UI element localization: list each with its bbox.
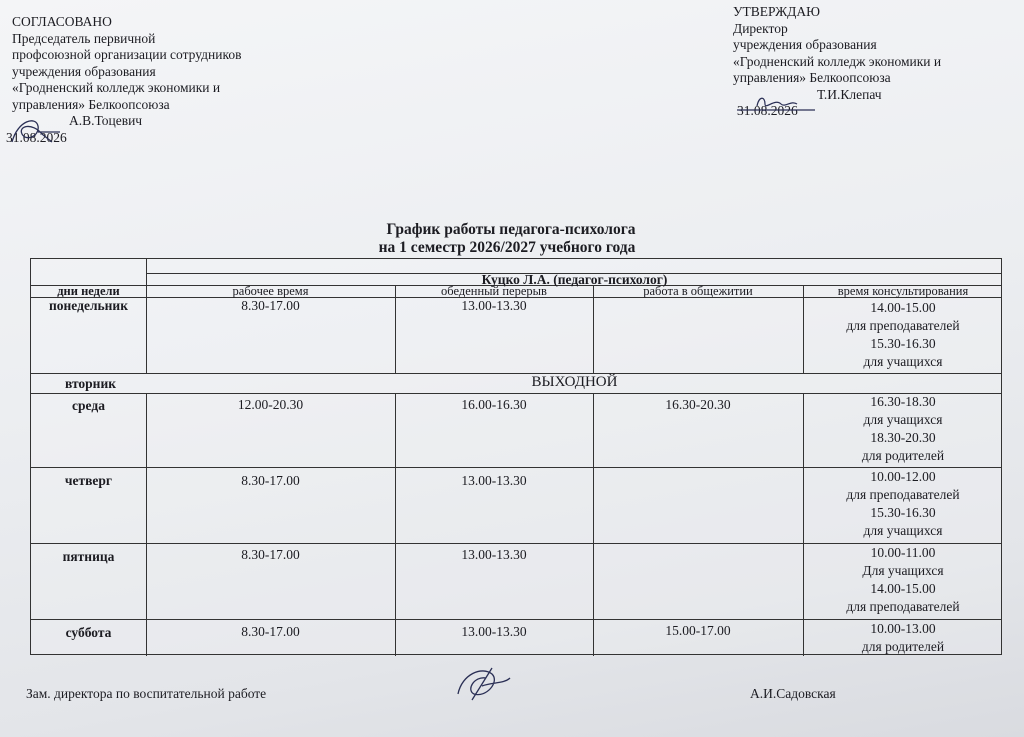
day-cell: четверг	[64, 473, 113, 488]
col-header-lunch: обеденный перерыв	[441, 284, 547, 298]
person-header: Куцко Л.А. (педагог-психолог)	[481, 272, 668, 287]
col-header-work-time: рабочее время	[232, 284, 309, 298]
approved-signature	[735, 92, 817, 114]
footer-name: А.И.Садовская	[750, 686, 836, 701]
document-title: График работы педагога-психолога	[386, 221, 636, 238]
work-time-cell: 8.30-17.00	[241, 547, 300, 562]
approved-line: «Гродненский колледж экономики и	[733, 53, 942, 69]
approved-name: Т.И.Клепач	[817, 86, 882, 102]
agreed-signature	[8, 112, 68, 152]
agreed-line: управления» Белкоопсоюза	[12, 96, 170, 112]
work-time-cell: 8.30-17.00	[241, 298, 300, 313]
footer-position: Зам. директора по воспитательной работе	[26, 686, 267, 701]
day-cell: понедельник	[49, 298, 128, 313]
agreed-date: 31.08.2026	[6, 129, 67, 145]
schedule-table	[30, 258, 1002, 655]
day-cell: пятница	[62, 549, 115, 564]
consult-cell: 10.00-11.00 Для учащихся 14.00-15.00 для преподавателей	[846, 545, 960, 614]
agreed-heading: СОГЛАСОВАНО	[12, 14, 112, 29]
agreed-line: «Гродненский колледж экономики и	[12, 80, 221, 95]
lunch-cell: 13.00-13.30	[461, 547, 527, 562]
approved-line: Директор	[733, 20, 788, 36]
lunch-cell: 16.00-16.30	[461, 397, 527, 412]
col-header-day: дни недели	[57, 284, 120, 298]
approved-line: учреждения образования	[733, 37, 877, 52]
day-cell: вторник	[65, 376, 117, 391]
approved-heading: УТВЕРЖДАЮ	[733, 4, 821, 19]
footer-signature	[452, 664, 516, 704]
lunch-cell: 13.00-13.30	[461, 473, 527, 488]
consult-cell: 10.00-13.00 для родителей	[861, 621, 945, 654]
day-off-label: ВЫХОДНОЙ	[531, 374, 618, 390]
day-cell: суббота	[65, 625, 112, 640]
consult-cell: 10.00-12.00 для преподавателей 15.30-16.30 для учащихся	[846, 469, 960, 538]
consult-cell: 14.00-15.00 для преподавателей 15.30-16.30 для учащихся	[846, 300, 960, 369]
col-header-consult: время консультирования	[837, 284, 969, 298]
approved-line: управления» Белкоопсоюза	[733, 70, 891, 85]
work-time-cell: 8.30-17.00	[241, 473, 300, 488]
consult-cell: 16.30-18.30 для учащихся 18.30-20.30 для родителей	[861, 394, 945, 463]
work-time-cell: 12.00-20.30	[237, 397, 304, 412]
agreed-line: учреждения образования	[12, 63, 156, 79]
agreed-line: Председатель первичной	[12, 30, 156, 46]
dorm-cell: 15.00-17.00	[665, 623, 731, 638]
col-header-dorm: работа в общежитии	[643, 284, 753, 298]
day-cell: среда	[72, 398, 105, 413]
document-subtitle: на 1 семестр 2026/2027 учебного года	[378, 239, 636, 256]
dorm-cell: 16.30-20.30	[665, 397, 731, 412]
lunch-cell: 13.00-13.30	[461, 624, 527, 639]
lunch-cell: 13.00-13.30	[461, 298, 527, 313]
approved-date: 31.08.2026	[737, 103, 798, 118]
work-time-cell: 8.30-17.00	[241, 624, 300, 639]
agreed-line: профсоюзной организации сотрудников	[12, 47, 242, 62]
agreed-name: А.В.Тоцевич	[69, 113, 143, 128]
